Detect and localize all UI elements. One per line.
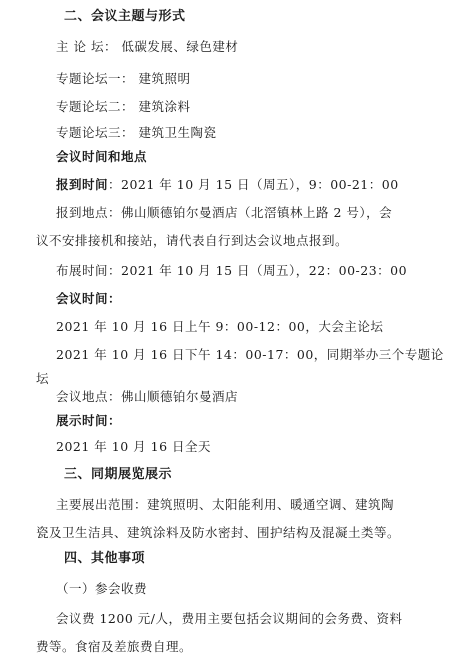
meeting-time-label: 会议时间：: [56, 291, 122, 306]
exhibit-time-label: 展示时间：: [56, 413, 122, 428]
meeting-place-line: 会议地点：佛山顺德铂尔曼酒店: [56, 389, 239, 404]
sub-forum-1-line: 专题论坛一： 建筑照明: [56, 71, 191, 86]
checkin-time-label: 报到时间: [56, 177, 109, 192]
fee-heading: （一）参会收费: [56, 581, 148, 596]
checkin-time-line: [56, 176, 399, 194]
section-4-heading: 四、其他事项: [64, 551, 146, 566]
setup-time-line: 布展时间：2021 年 10 月 15 日（周五），22：00-23：00: [56, 263, 408, 278]
main-forum-line: 主 论 坛： 低碳发展、绿色建材: [56, 39, 239, 54]
sub-forum-3-line: 专题论坛三： 建筑卫生陶瓷: [56, 125, 217, 140]
fee-line-1: 会议费 1200 元/人，费用主要包括会议期间的会务费、资料: [56, 611, 403, 626]
sub-forum-2-line: 专题论坛二： 建筑涂料: [56, 99, 191, 114]
section-2-heading: 二、会议主题与形式: [64, 9, 186, 24]
exhibit-scope-line-1: 主要展出范围：建筑照明、太阳能利用、暖通空调、建筑陶: [56, 497, 395, 512]
checkin-place-line-1: 报到地点：佛山顺德铂尔曼酒店（北滘镇林上路 2 号），会: [56, 205, 393, 220]
exhibit-scope-line-2: 瓷及卫生洁具、建筑涂料及防水密封、围护结构及混凝土类等。: [36, 525, 401, 540]
meeting-time-line-2-cont: 坛: [36, 371, 50, 386]
fee-line-2: 费等。食宿及差旅费自理。: [36, 639, 193, 654]
checkin-time-value: ：2021 年 10 月 15 日（周五），9：00-21：00: [108, 177, 399, 192]
time-place-heading: 会议时间和地点: [56, 149, 148, 164]
checkin-place-line-2: 议不安排接机和接站，请代表自行到达会议地点报到。: [36, 233, 349, 248]
meeting-time-line-2: 2021 年 10 月 16 日下午 14：00-17：00，同期举办三个专题论: [56, 347, 444, 362]
exhibit-time-value: 2021 年 10 月 16 日全天: [56, 439, 211, 454]
meeting-time-line-1: 2021 年 10 月 16 日上午 9：00-12：00，大会主论坛: [56, 319, 384, 334]
section-3-heading: 三、同期展览展示: [64, 467, 173, 482]
